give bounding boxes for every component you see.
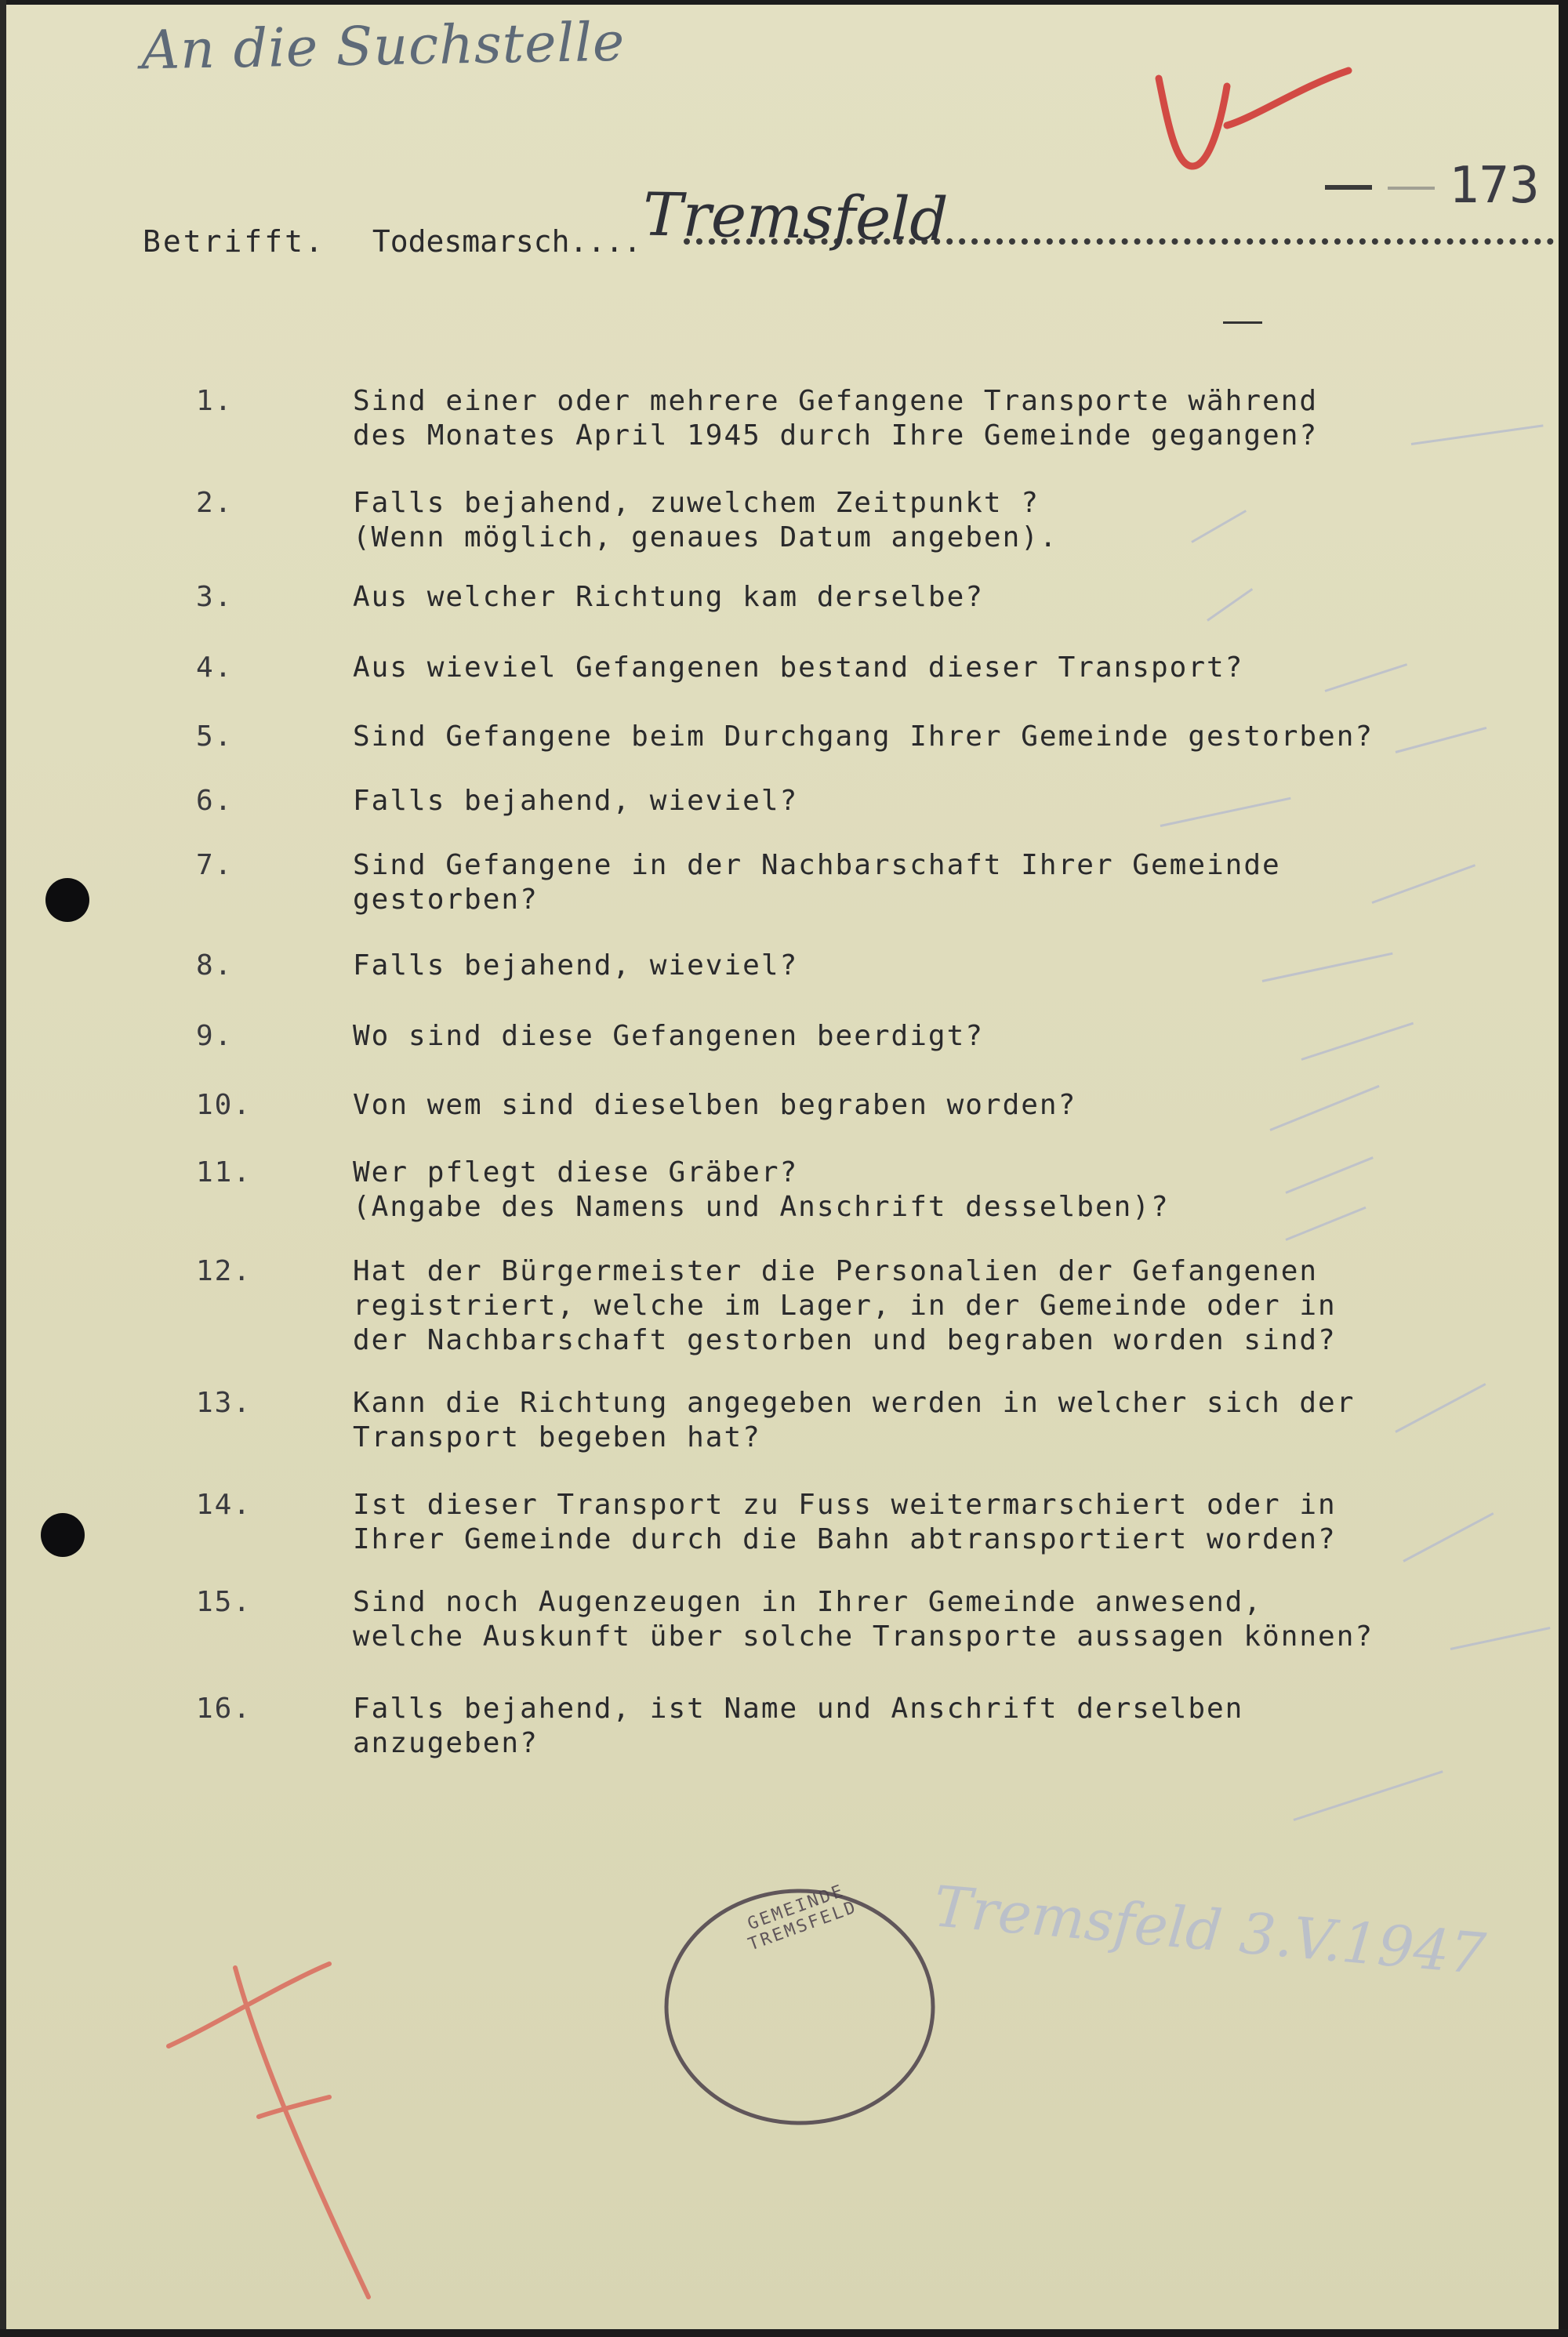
- question-text: Von wem sind dieselben begraben worden?: [353, 1089, 1077, 1121]
- page-number: 173: [1449, 157, 1540, 215]
- question-number: 14.: [196, 1489, 252, 1521]
- question-number: 4.: [196, 651, 234, 684]
- question-text: Sind Gefangene in der Nachbarschaft Ihrer Gemeinde gestorben?: [353, 849, 1281, 916]
- question-number: 3.: [196, 581, 234, 613]
- question-number: 9.: [196, 1020, 234, 1052]
- question-text: Sind Gefangene beim Durchgang Ihrer Gemeinde gestorben?: [353, 720, 1374, 753]
- pencil-signature: Tremsfeld 3.V.1947: [931, 1873, 1489, 1987]
- question-number: 11.: [196, 1156, 252, 1188]
- question-number: 12.: [196, 1255, 252, 1287]
- subject-label: Betrifft.: [143, 224, 325, 259]
- question-number: 13.: [196, 1387, 252, 1419]
- question-number: 15.: [196, 1586, 252, 1618]
- question-text: Ist dieser Transport zu Fuss weitermarschiert oder in Ihrer Gemeinde durch die Bahn abtransportiert worden?: [353, 1489, 1337, 1555]
- subject-text: Todesmarsch....: [372, 224, 642, 259]
- question-number: 16.: [196, 1693, 252, 1725]
- handwritten-place-name: Tremsfeld: [642, 179, 949, 255]
- question-text: Wer pflegt diese Gräber? (Angabe des Namens und Anschrift desselben)?: [353, 1156, 1170, 1223]
- question-text: Sind einer oder mehrere Gefangene Transporte während des Monates April 1945 durch Ihre Gemeinde gegangen?: [353, 385, 1319, 452]
- question-text: Wo sind diese Gefangenen beerdigt?: [353, 1020, 984, 1052]
- question-text: Falls bejahend, wieviel?: [353, 785, 799, 817]
- question-number: 1.: [196, 385, 234, 417]
- question-number: 2.: [196, 487, 234, 519]
- question-text: Aus welcher Richtung kam derselbe?: [353, 581, 984, 613]
- question-text: Falls bejahend, ist Name und Anschrift derselben anzugeben?: [353, 1693, 1244, 1759]
- handwritten-addressee: An die Suchstelle: [140, 11, 626, 82]
- question-text: Falls bejahend, wieviel?: [353, 949, 799, 982]
- question-text: Falls bejahend, zuwelchem Zeitpunkt ? (Wenn möglich, genaues Datum angeben).: [353, 487, 1058, 553]
- question-text: Sind noch Augenzeugen in Ihrer Gemeinde anwesend, welche Auskunft über solche Transporte aussagen können?: [353, 1586, 1374, 1653]
- question-number: 8.: [196, 949, 234, 982]
- stamp-text: GEMEINDE TREMSFELD: [745, 1881, 861, 1955]
- question-text: Kann die Richtung angegeben werden in welcher sich der Transport begeben hat?: [353, 1387, 1356, 1453]
- question-text: Aus wieviel Gefangenen bestand dieser Transport?: [353, 651, 1244, 684]
- question-number: 10.: [196, 1089, 252, 1121]
- question-text: Hat der Bürgermeister die Personalien der Gefangenen registriert, welche im Lager, in der Gemeinde oder in der Nachbarschaft gestorben und begraben worden sind?: [353, 1255, 1337, 1356]
- question-number: 6.: [196, 785, 234, 817]
- question-number: 7.: [196, 849, 234, 881]
- question-number: 5.: [196, 720, 234, 753]
